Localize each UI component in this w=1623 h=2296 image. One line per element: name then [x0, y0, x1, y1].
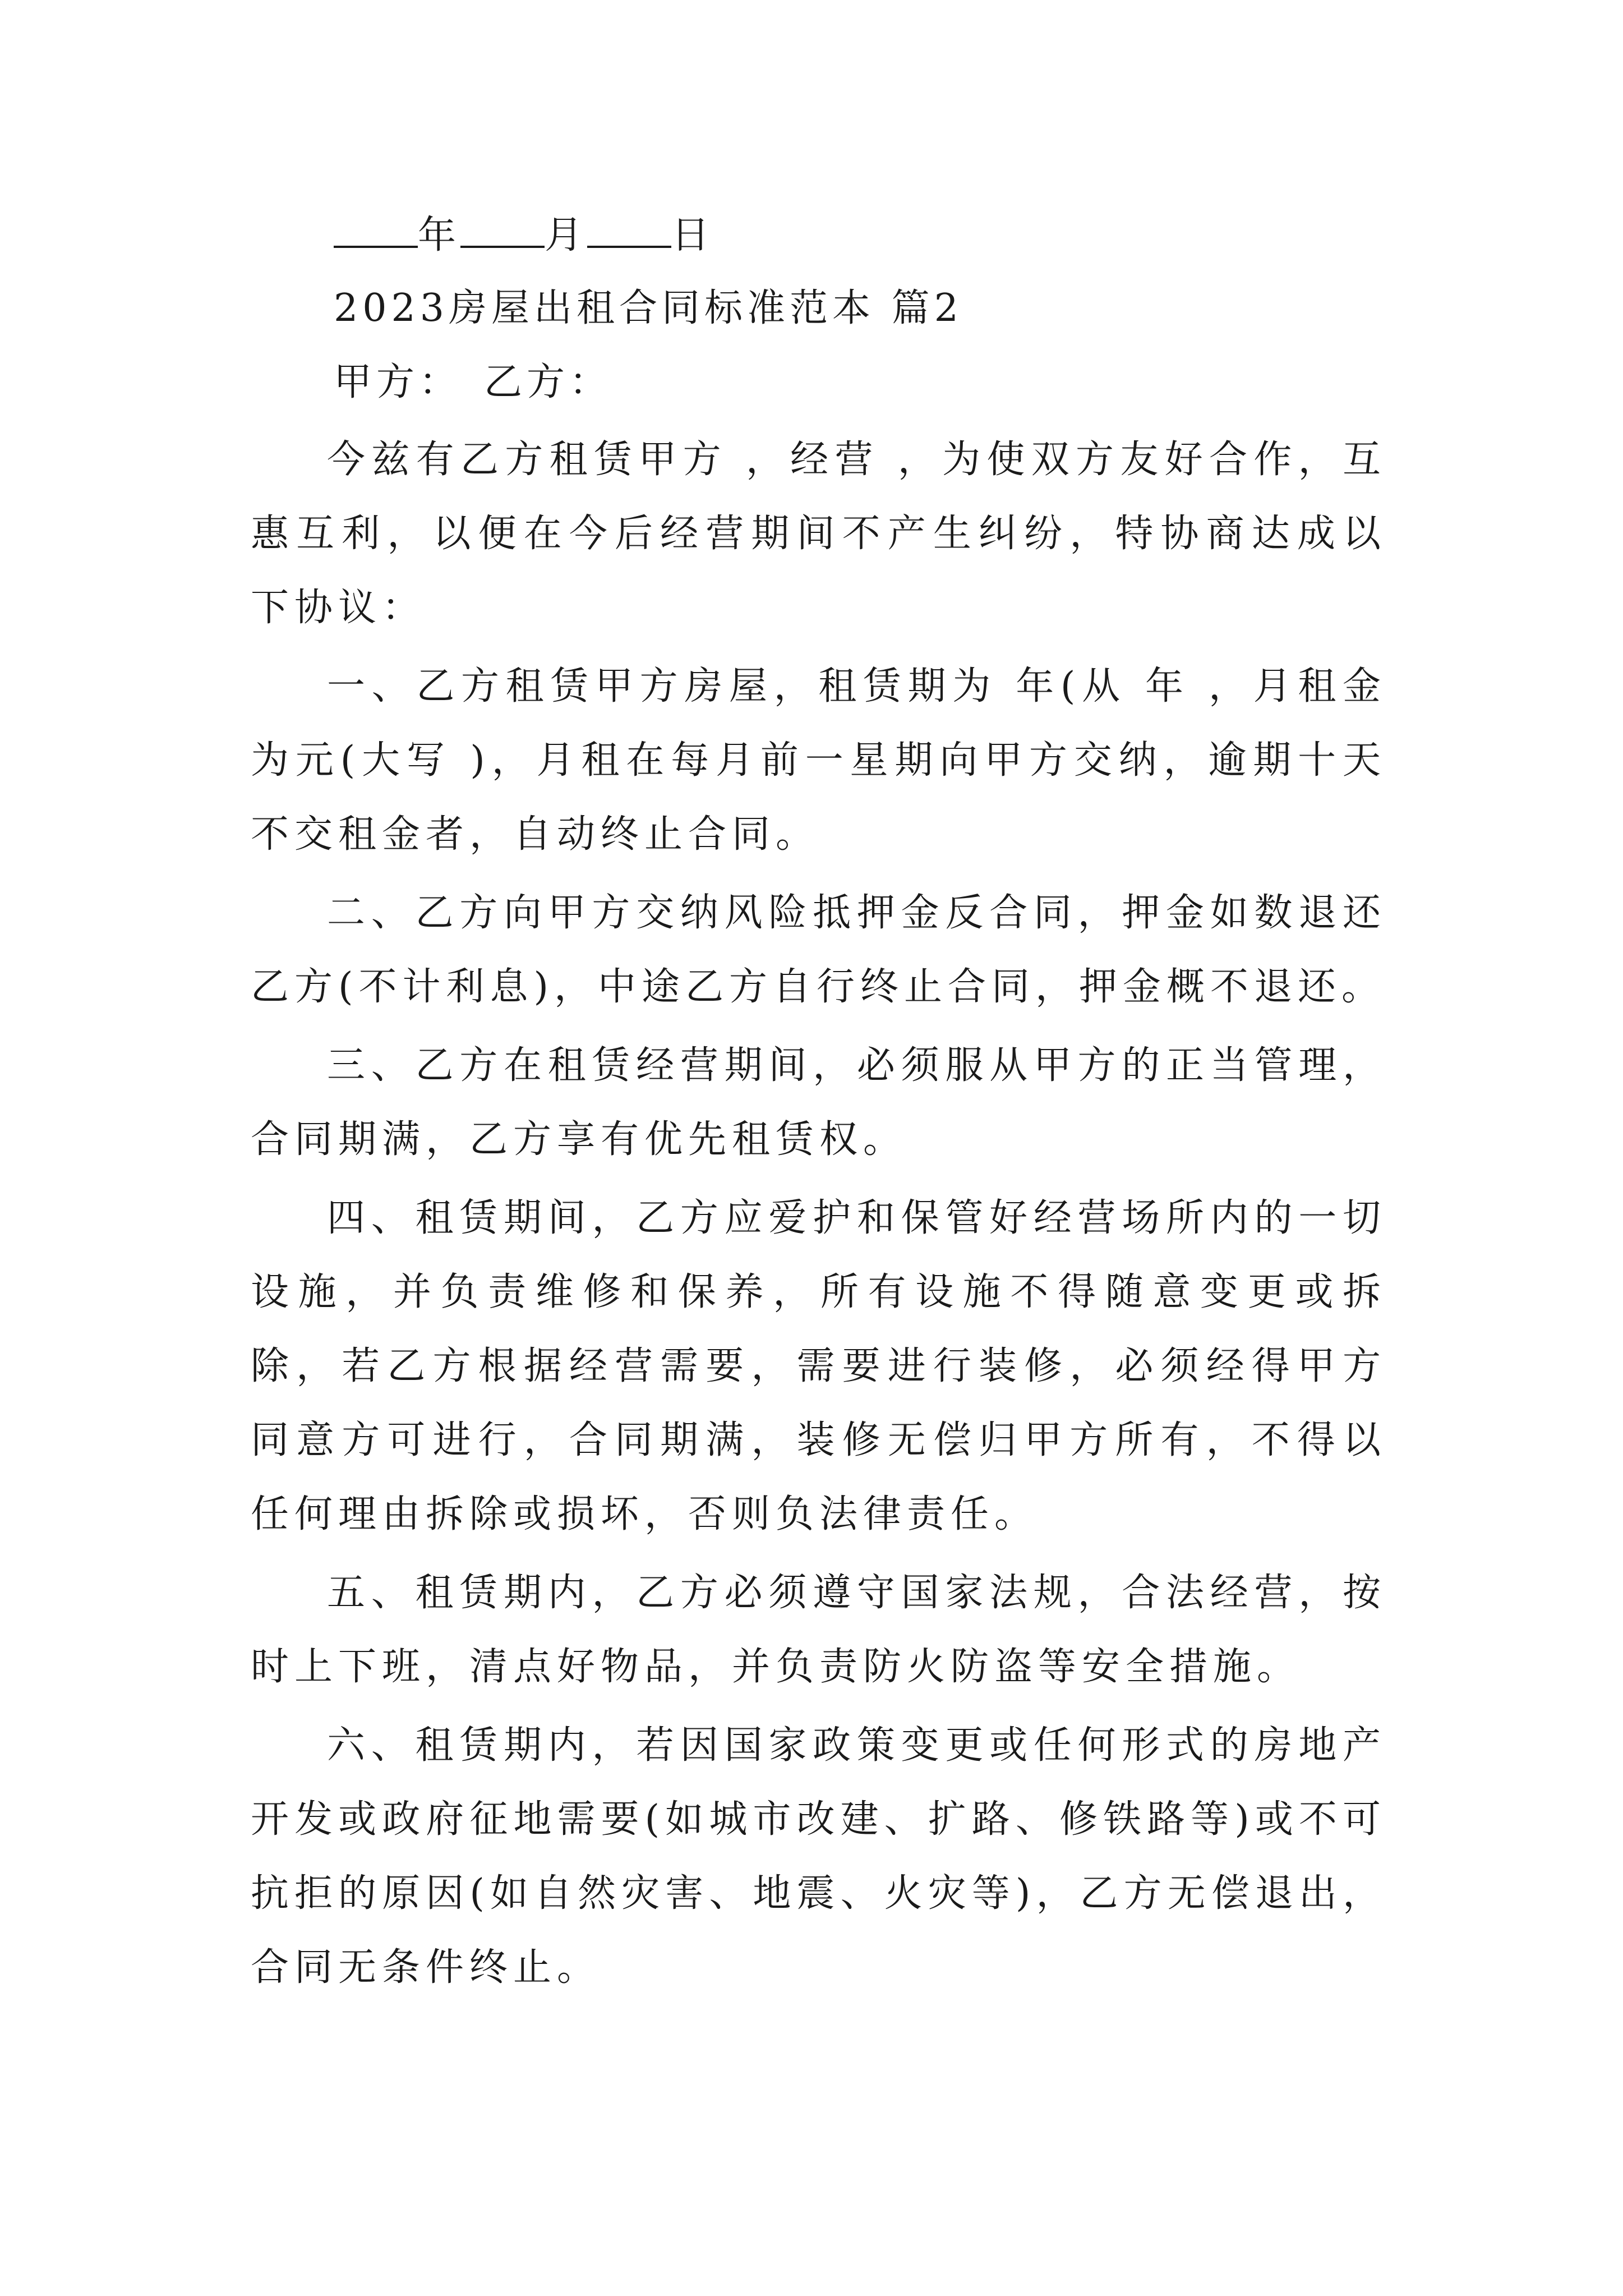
month-blank — [460, 212, 545, 248]
clause-1-paragraph: 一、乙方租赁甲方房屋，租赁期为 年(从 年 ，月租金为元(大写 )，月租在每月前一星期向甲方交纳，逾期十天不交租金者，自动终止合同。 — [251, 664, 1386, 857]
clause-6-paragraph: 六、租赁期内，若因国家政策变更或任何形式的房地产开发或政府征地需要(如城市改建、扩路、修铁路等)或不可抗拒的原因(如自然灾害、地震、火灾等)，乙方无偿退出，合同无条件终止。 — [251, 1723, 1386, 1990]
clause-3-paragraph: 三、乙方在租赁经营期间，必须服从甲方的正当管理，合同期满，乙方享有优先租赁权。 — [251, 1043, 1386, 1162]
clause-2-paragraph: 二、乙方向甲方交纳风险抵押金反合同，押金如数退还乙方(不计利息)，中途乙方自行终止合同，押金概不退还。 — [251, 891, 1386, 1009]
parties-line — [251, 349, 1386, 416]
day-blank — [587, 212, 671, 248]
party-a-label: 甲方： — [334, 360, 462, 404]
party-b-label: 乙方： — [484, 360, 612, 404]
year-blank — [334, 212, 418, 248]
month-label: 月 — [545, 213, 588, 257]
intro-paragraph: 今兹有乙方租赁甲方 ，经营 ，为使双方友好合作，互惠互利，以便在今后经营期间不产生纠纷，特协商达成以下协议： — [251, 438, 1386, 630]
signature-date-line — [251, 202, 1386, 269]
clause-5-paragraph: 五、租赁期内，乙方必须遵守国家法规，合法经营，按时上下班，清点好物品，并负责防火防盗等安全措施。 — [251, 1571, 1386, 1689]
clause-4-paragraph: 四、租赁期间，乙方应爱护和保管好经营场所内的一切设施，并负责维修和保养，所有设施不得随意变更或拆除，若乙方根据经营需要，需要进行装修，必须经得甲方同意方可进行，合同期满，装修无偿归甲方所有，不得以任何理由拆除或损坏，否则负法律责任。 — [251, 1196, 1386, 1536]
year-label: 年 — [418, 213, 461, 257]
day-label: 日 — [671, 213, 714, 257]
document-title: 2023房屋出租合同标准范本 篇2 — [334, 286, 963, 330]
document-body — [251, 202, 1386, 2009]
